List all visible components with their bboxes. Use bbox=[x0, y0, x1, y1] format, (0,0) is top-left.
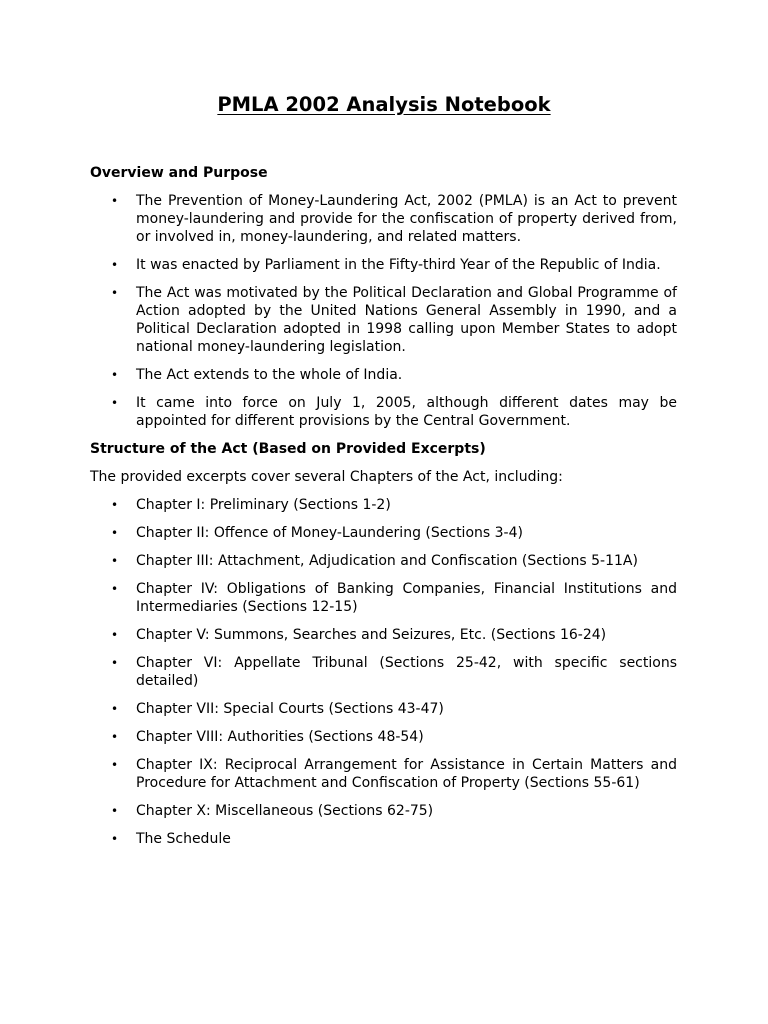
bullet-icon: • bbox=[111, 258, 119, 272]
list-item-text: Chapter VII: Special Courts (Sections 43-47) bbox=[136, 701, 444, 717]
bullet-list bbox=[90, 192, 677, 430]
list-item bbox=[90, 654, 677, 690]
list-item bbox=[90, 580, 677, 616]
section-structure bbox=[90, 440, 677, 848]
bullet-icon: • bbox=[111, 804, 119, 818]
bullet-icon: • bbox=[111, 396, 119, 410]
list-item-text: The Act extends to the whole of India. bbox=[136, 367, 403, 383]
list-item bbox=[90, 394, 677, 430]
list-item bbox=[90, 192, 677, 246]
list-item bbox=[90, 284, 677, 356]
list-item-text: It was enacted by Parliament in the Fifty-third Year of the Republic of India. bbox=[136, 257, 661, 273]
list-item bbox=[90, 728, 677, 746]
bullet-icon: • bbox=[111, 730, 119, 744]
list-item-text: Chapter II: Offence of Money-Laundering (Sections 3-4) bbox=[136, 525, 523, 541]
list-item bbox=[90, 626, 677, 644]
list-item-text: The Act was motivated by the Political Declaration and Global Programme of Action adopted by the United Nations General Assembly in 1990, and a Political Declaration adopted in 1998 calling upon Member States to adopt national money-laundering legislation. bbox=[136, 285, 677, 355]
document-body bbox=[90, 164, 677, 858]
list-item bbox=[90, 756, 677, 792]
section-heading: Overview and Purpose bbox=[90, 165, 268, 181]
bullet-icon: • bbox=[111, 498, 119, 512]
list-item-text: It came into force on July 1, 2005, although different dates may be appointed for different provisions by the Central Government. bbox=[136, 395, 677, 429]
list-item-text: Chapter X: Miscellaneous (Sections 62-75) bbox=[136, 803, 434, 819]
bullet-icon: • bbox=[111, 656, 119, 670]
list-item-text: Chapter IX: Reciprocal Arrangement for Assistance in Certain Matters and Procedure for Attachment and Confiscation of Property (Sections 55-61) bbox=[136, 757, 677, 791]
list-item-text: The Prevention of Money-Laundering Act, 2002 (PMLA) is an Act to prevent money-laundering and provide for the confiscation of property derived from, or involved in, money-laundering, and related matters. bbox=[136, 193, 677, 245]
bullet-icon: • bbox=[111, 582, 119, 596]
list-item-text: Chapter III: Attachment, Adjudication and Confiscation (Sections 5-11A) bbox=[136, 553, 638, 569]
list-item-text: Chapter V: Summons, Searches and Seizures, Etc. (Sections 16-24) bbox=[136, 627, 607, 643]
bullet-icon: • bbox=[111, 832, 119, 846]
section-heading: Structure of the Act (Based on Provided Excerpts) bbox=[90, 441, 486, 457]
bullet-icon: • bbox=[111, 194, 119, 208]
list-item-text: Chapter VI: Appellate Tribunal (Sections 25-42, with specific sections detailed) bbox=[136, 655, 677, 689]
bullet-icon: • bbox=[111, 286, 119, 300]
list-item-text: Chapter IV: Obligations of Banking Companies, Financial Institutions and Intermediaries (Sections 12-15) bbox=[136, 581, 677, 615]
bullet-icon: • bbox=[111, 758, 119, 772]
bullet-icon: • bbox=[111, 526, 119, 540]
list-item bbox=[90, 366, 677, 384]
list-item-text: The Schedule bbox=[136, 831, 231, 847]
section-intro: The provided excerpts cover several Chapters of the Act, including: bbox=[90, 469, 563, 485]
list-item bbox=[90, 830, 677, 848]
list-item bbox=[90, 552, 677, 570]
list-item bbox=[90, 802, 677, 820]
bullet-icon: • bbox=[111, 368, 119, 382]
document-title: PMLA 2002 Analysis Notebook bbox=[217, 93, 551, 116]
bullet-icon: • bbox=[111, 702, 119, 716]
bullet-list bbox=[90, 496, 677, 848]
bullet-icon: • bbox=[111, 628, 119, 642]
list-item bbox=[90, 700, 677, 718]
list-item bbox=[90, 496, 677, 514]
list-item bbox=[90, 256, 677, 274]
list-item-text: Chapter I: Preliminary (Sections 1-2) bbox=[136, 497, 391, 513]
list-item-text: Chapter VIII: Authorities (Sections 48-54) bbox=[136, 729, 424, 745]
section-overview bbox=[90, 164, 677, 430]
list-item bbox=[90, 524, 677, 542]
bullet-icon: • bbox=[111, 554, 119, 568]
